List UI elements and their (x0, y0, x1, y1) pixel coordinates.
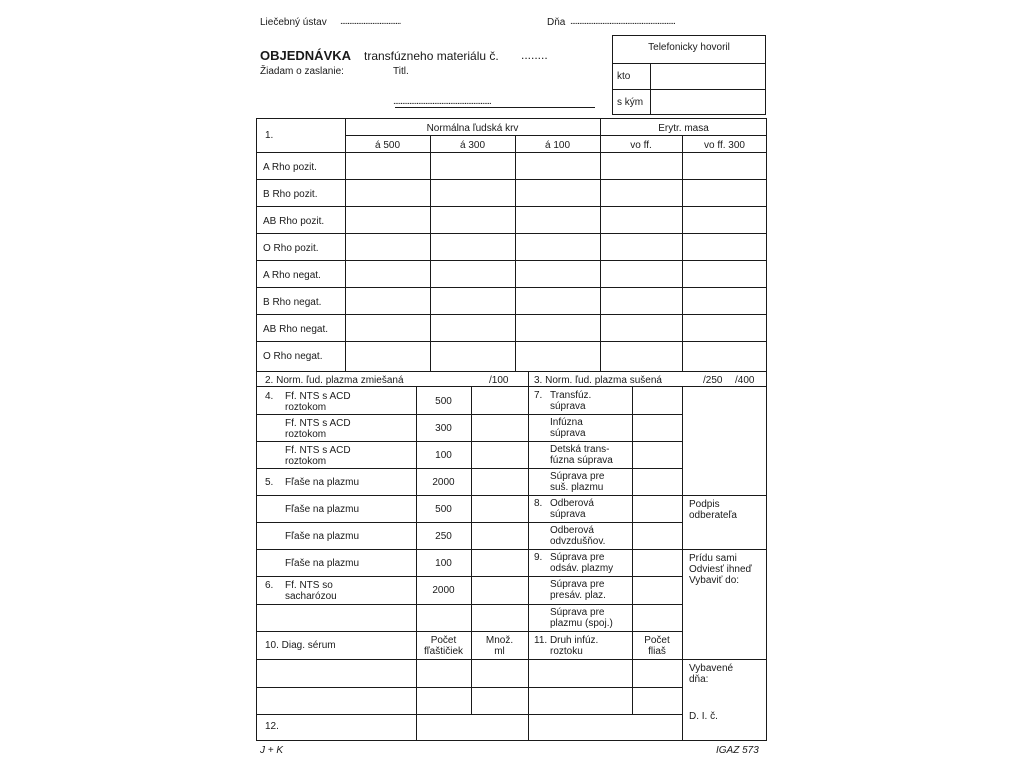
section10-label: 10. Diag. sérum (265, 640, 336, 651)
kit-label-line1: Odberová (550, 525, 594, 536)
section12-label: 12. (265, 721, 279, 732)
section10-amount-line1: Množ. (485, 635, 514, 646)
item-label-line2: roztokom (285, 429, 327, 440)
signature-label-line1: Podpis (689, 499, 720, 510)
item-number: 7. (534, 390, 543, 401)
pickup-option: Vybaviť do: (689, 575, 740, 586)
column-header: vo ff. (630, 140, 652, 151)
section11-count-line2: fliaš (648, 646, 666, 657)
kit-label-line1: Odberová (550, 498, 594, 509)
erythrocyte-mass-header: Erytr. masa (658, 123, 709, 134)
section10-count-line1: Počet (430, 635, 457, 646)
phone-box-title: Telefonicky hovoril (648, 42, 730, 53)
kit-label-line1: Transfúz. (550, 390, 592, 401)
completed-label-line1: Vybavené (689, 663, 734, 674)
kit-label-line2: súprava (550, 428, 586, 439)
item-label-line1: Ff. NTS so (285, 580, 333, 591)
recipient-dots: ....................................................... (393, 96, 491, 107)
signature-label-line2: odberateľa (689, 510, 737, 521)
facility-dots: .................................. (340, 16, 401, 27)
column-header: á 500 (374, 140, 401, 151)
kit-label-line1: Súprava pre (550, 552, 605, 563)
facility-label: Liečebný ústav (260, 17, 327, 28)
order-number-dots: ........ (521, 48, 548, 62)
phone-who-label: kto (617, 71, 631, 82)
footer-publisher: J + K (260, 745, 284, 756)
completed-label-line2: dňa: (689, 674, 709, 685)
section11-count-line1: Počet (644, 635, 670, 646)
kit-label-line1: Súprava pre (550, 607, 605, 618)
item-label-line2: roztokom (285, 402, 327, 413)
kit-label-line1: Súprava pre (550, 579, 605, 590)
section2-unit: /100 (489, 375, 509, 386)
section10-count-line2: fľaštičiek (423, 646, 464, 657)
item-qty: 250 (435, 531, 452, 542)
item-number: 8. (534, 498, 543, 509)
blood-type-row-label: O Rho negat. (263, 351, 323, 362)
date-dots: ........................................................... (570, 16, 675, 27)
kit-label-line2: presáv. plaz. (550, 590, 606, 601)
item-label-line1: Ff. NTS s ACD (285, 418, 351, 429)
order-title-rest: transfúzneho materiálu č. (364, 49, 499, 63)
column-header: á 300 (459, 140, 486, 151)
item-number: 9. (534, 552, 543, 563)
kit-label-line2: fúzna súprava (550, 455, 613, 466)
kit-label-line2: odvzdušňov. (550, 536, 606, 547)
item-label-line1: Fľaše na plazmu (285, 504, 360, 515)
blood-type-row-label: B Rho pozit. (263, 189, 318, 200)
dic-label: D. I. č. (689, 711, 718, 722)
request-label: Žiadam o zaslanie: (260, 66, 344, 77)
section2-label: 2. Norm. ľud. plazma zmiešaná (265, 375, 404, 386)
item-qty: 100 (435, 450, 452, 461)
kit-label-line1: Detská trans- (550, 444, 610, 455)
kit-label-line2: plazmu (spoj.) (550, 618, 613, 629)
item-label-line1: Fľaše na plazmu (285, 477, 360, 488)
item-qty: 500 (435, 504, 452, 515)
section1-number: 1. (265, 130, 274, 141)
item-number: 6. (265, 580, 274, 591)
item-qty: 2000 (432, 477, 455, 488)
blood-type-row-label: A Rho pozit. (263, 162, 317, 173)
kit-label-line1: Infúzna (550, 417, 583, 428)
section11-label-line1: 11. Druh infúz. (534, 635, 599, 646)
column-header: á 100 (544, 140, 571, 151)
blood-type-row-label: O Rho pozit. (263, 243, 319, 254)
item-label-line1: Fľaše na plazmu (285, 531, 360, 542)
section10-amount-line2: ml (494, 646, 505, 657)
phone-with-whom-label: s kým (617, 97, 644, 108)
section11-label-line2: roztoku (550, 646, 583, 657)
section3-label: 3. Norm. ľud. plazma sušená (534, 375, 662, 386)
pickup-option: Prídu sami (689, 553, 737, 564)
item-qty: 300 (435, 423, 452, 434)
kit-label-line2: suš. plazmu (550, 482, 604, 493)
column-header: vo ff. 300 (704, 140, 745, 151)
item-qty: 500 (435, 396, 452, 407)
item-qty: 2000 (432, 585, 455, 596)
item-label-line1: Ff. NTS s ACD (285, 445, 351, 456)
blood-type-row-label: AB Rho negat. (263, 324, 329, 335)
kit-label-line1: Súprava pre (550, 471, 605, 482)
item-number: 4. (265, 391, 274, 402)
titl-label: Titl. (393, 66, 409, 77)
kit-label-line2: odsáv. plazmy (550, 563, 614, 574)
item-label-line2: sacharózou (285, 591, 337, 602)
section3-unit-400: /400 (735, 375, 755, 386)
item-label-line1: Fľaše na plazmu (285, 558, 360, 569)
normal-blood-header: Normálna ľudská krv (426, 123, 519, 134)
item-number: 5. (265, 477, 274, 488)
blood-type-row-label: B Rho negat. (263, 297, 322, 308)
order-title-bold: OBJEDNÁVKA (260, 48, 352, 63)
kit-label-line2: súprava (550, 509, 586, 520)
blood-type-row-label: A Rho negat. (263, 270, 321, 281)
item-label-line2: roztokom (285, 456, 327, 467)
item-qty: 100 (435, 558, 452, 569)
pickup-option: Odviesť ihneď (689, 564, 752, 575)
section3-unit-250: /250 (703, 375, 723, 386)
item-label-line1: Ff. NTS s ACD (285, 391, 351, 402)
date-label: Dňa (547, 17, 566, 28)
kit-label-line2: súprava (550, 401, 586, 412)
footer-form-code: IGAZ 573 (716, 745, 759, 756)
blood-type-row-label: AB Rho pozit. (263, 216, 325, 227)
